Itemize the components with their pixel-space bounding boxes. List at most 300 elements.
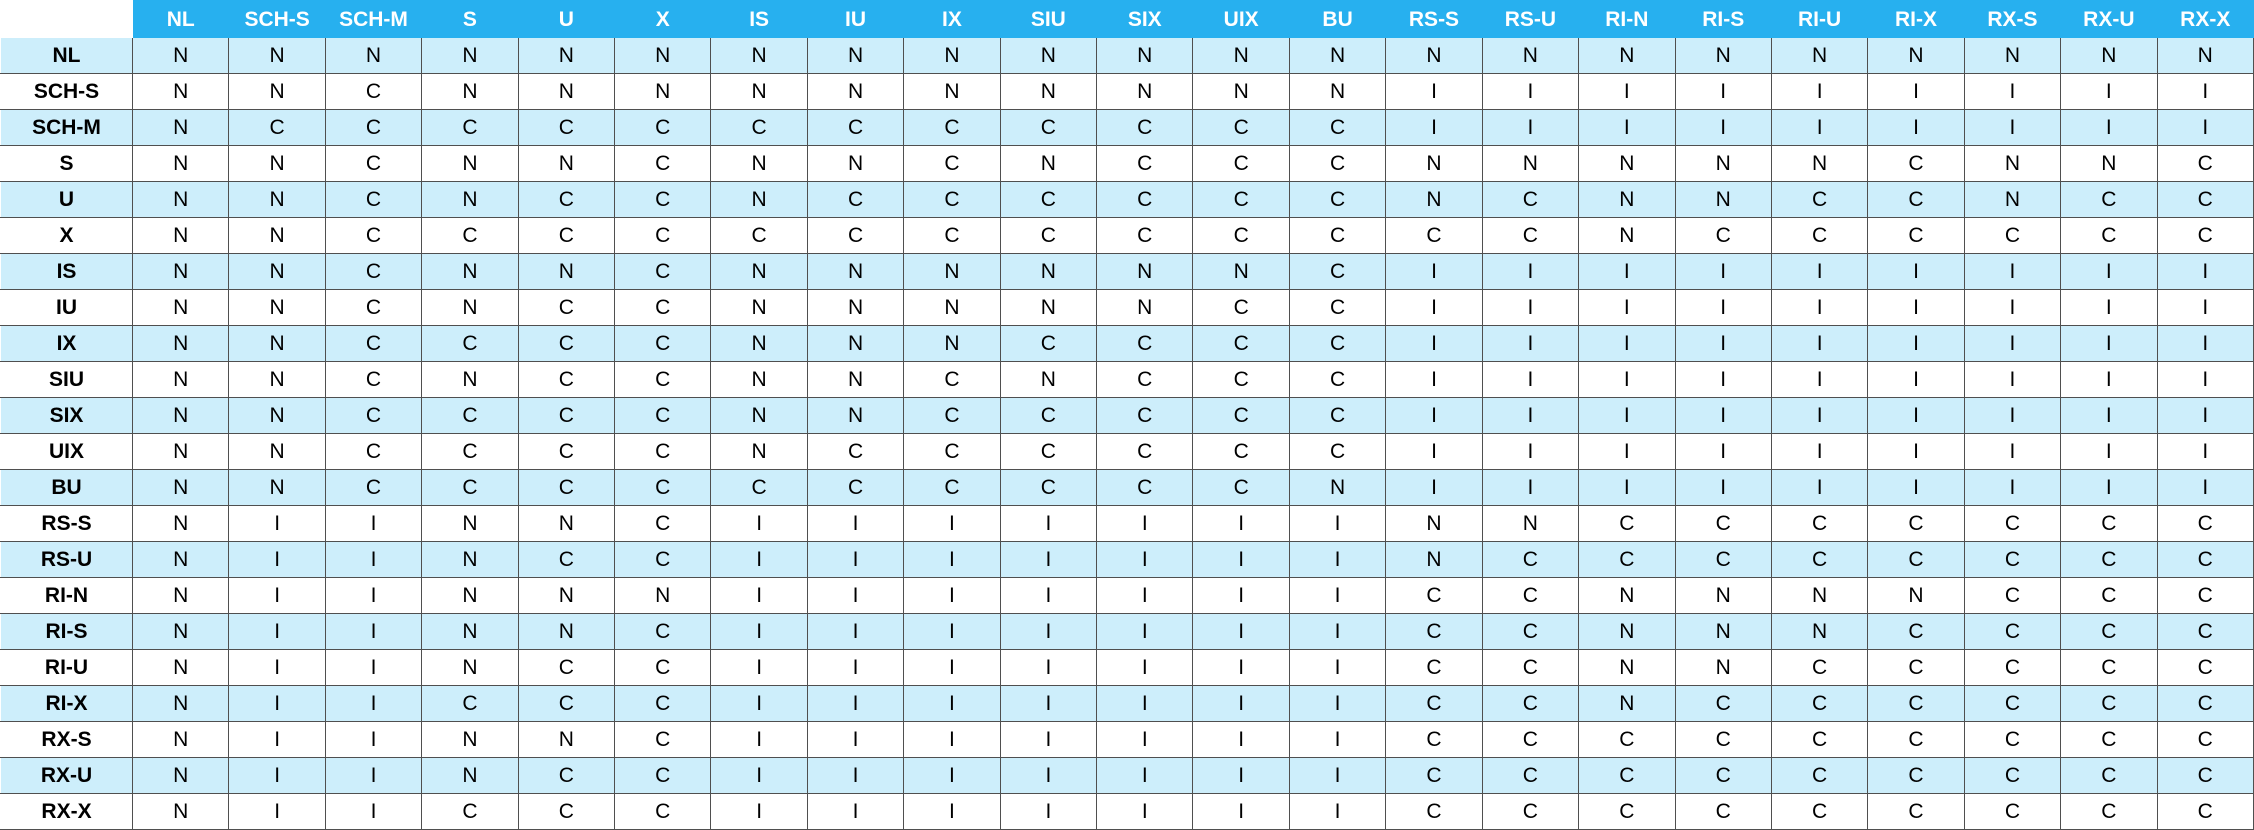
matrix-cell: N: [1675, 38, 1771, 74]
matrix-cell: I: [2061, 434, 2157, 470]
matrix-cell: I: [711, 722, 807, 758]
matrix-cell: N: [229, 38, 325, 74]
matrix-cell: C: [1193, 398, 1289, 434]
matrix-cell: C: [1000, 434, 1096, 470]
matrix-cell: N: [1675, 650, 1771, 686]
matrix-cell: I: [807, 506, 903, 542]
matrix-cell: C: [615, 542, 711, 578]
matrix-cell: I: [904, 686, 1000, 722]
matrix-cell: I: [229, 506, 325, 542]
matrix-cell: C: [1675, 542, 1771, 578]
matrix-cell: C: [615, 794, 711, 830]
matrix-cell: I: [1482, 470, 1578, 506]
matrix-cell: C: [1482, 542, 1578, 578]
matrix-cell: C: [518, 758, 614, 794]
row-header: IS: [1, 254, 133, 290]
matrix-cell: C: [1675, 758, 1771, 794]
matrix-cell: C: [2061, 182, 2157, 218]
matrix-cell: I: [325, 794, 421, 830]
matrix-cell: I: [1868, 290, 1964, 326]
matrix-cell: N: [1964, 182, 2060, 218]
matrix-cell: I: [1868, 74, 1964, 110]
matrix-cell: N: [1579, 614, 1675, 650]
matrix-cell: C: [1579, 542, 1675, 578]
matrix-cell: I: [1579, 254, 1675, 290]
matrix-cell: I: [2061, 326, 2157, 362]
matrix-cell: C: [1386, 794, 1482, 830]
table-row: [1, 146, 2254, 182]
matrix-cell: I: [325, 506, 421, 542]
matrix-cell: C: [422, 326, 518, 362]
matrix-cell: N: [1771, 578, 1867, 614]
matrix-cell: C: [2061, 542, 2157, 578]
matrix-cell: N: [2061, 38, 2157, 74]
matrix-cell: N: [422, 74, 518, 110]
row-header: RI-S: [1, 614, 133, 650]
matrix-cell: I: [1771, 362, 1867, 398]
matrix-cell: N: [133, 686, 229, 722]
matrix-cell: N: [1964, 146, 2060, 182]
matrix-cell: I: [711, 614, 807, 650]
matrix-cell: N: [904, 254, 1000, 290]
row-header: RI-N: [1, 578, 133, 614]
matrix-cell: I: [229, 542, 325, 578]
matrix-cell: I: [1675, 362, 1771, 398]
matrix-cell: I: [1289, 614, 1385, 650]
matrix-cell: C: [1868, 146, 1964, 182]
matrix-cell: I: [1097, 686, 1193, 722]
matrix-cell: C: [518, 182, 614, 218]
matrix-cell: N: [1097, 74, 1193, 110]
matrix-cell: C: [615, 182, 711, 218]
matrix-cell: C: [1964, 578, 2060, 614]
matrix-cell: I: [325, 650, 421, 686]
matrix-cell: I: [2157, 398, 2253, 434]
matrix-cell: N: [1482, 38, 1578, 74]
matrix-cell: C: [1386, 218, 1482, 254]
matrix-cell: N: [1579, 218, 1675, 254]
matrix-cell: N: [1579, 182, 1675, 218]
matrix-cell: N: [711, 182, 807, 218]
matrix-cell: I: [1675, 398, 1771, 434]
matrix-cell: N: [711, 290, 807, 326]
matrix-cell: I: [1000, 758, 1096, 794]
matrix-cell: I: [1097, 758, 1193, 794]
matrix-cell: I: [1964, 326, 2060, 362]
matrix-cell: I: [1964, 434, 2060, 470]
matrix-body: [1, 38, 2254, 830]
matrix-cell: N: [1868, 578, 1964, 614]
table-row: [1, 686, 2254, 722]
matrix-cell: N: [133, 614, 229, 650]
matrix-cell: C: [1289, 434, 1385, 470]
matrix-cell: C: [904, 218, 1000, 254]
matrix-cell: N: [518, 506, 614, 542]
matrix-cell: C: [1579, 722, 1675, 758]
matrix-cell: N: [422, 758, 518, 794]
matrix-cell: C: [325, 74, 421, 110]
matrix-cell: C: [422, 218, 518, 254]
matrix-cell: I: [1386, 326, 1482, 362]
column-header: RS-U: [1482, 1, 1578, 38]
matrix-cell: I: [1579, 362, 1675, 398]
matrix-cell: C: [1386, 614, 1482, 650]
matrix-cell: C: [807, 182, 903, 218]
column-header: RI-S: [1675, 1, 1771, 38]
matrix-cell: C: [1771, 722, 1867, 758]
matrix-cell: C: [2157, 614, 2253, 650]
matrix-cell: C: [518, 542, 614, 578]
matrix-cell: C: [1964, 758, 2060, 794]
matrix-cell: C: [1482, 722, 1578, 758]
matrix-cell: C: [325, 146, 421, 182]
column-header: RX-X: [2157, 1, 2253, 38]
matrix-cell: C: [422, 110, 518, 146]
matrix-cell: C: [1193, 326, 1289, 362]
matrix-cell: C: [1386, 758, 1482, 794]
matrix-cell: N: [904, 74, 1000, 110]
matrix-cell: I: [229, 578, 325, 614]
row-header: RX-X: [1, 794, 133, 830]
matrix-cell: N: [1771, 146, 1867, 182]
matrix-cell: C: [904, 470, 1000, 506]
matrix-cell: C: [2061, 578, 2157, 614]
matrix-cell: I: [1386, 254, 1482, 290]
matrix-cell: C: [1771, 794, 1867, 830]
matrix-cell: C: [2157, 650, 2253, 686]
matrix-cell: C: [615, 614, 711, 650]
matrix-cell: N: [1771, 614, 1867, 650]
matrix-cell: I: [1386, 362, 1482, 398]
matrix-cell: I: [807, 722, 903, 758]
matrix-cell: C: [1675, 686, 1771, 722]
matrix-cell: C: [615, 758, 711, 794]
matrix-cell: N: [133, 506, 229, 542]
matrix-cell: C: [1386, 578, 1482, 614]
matrix-cell: I: [1482, 254, 1578, 290]
table-row: [1, 542, 2254, 578]
matrix-cell: I: [1771, 398, 1867, 434]
matrix-cell: C: [1000, 218, 1096, 254]
matrix-cell: N: [229, 326, 325, 362]
matrix-cell: C: [422, 434, 518, 470]
row-header: X: [1, 218, 133, 254]
matrix-cell: I: [711, 542, 807, 578]
matrix-cell: N: [1000, 290, 1096, 326]
matrix-cell: N: [1482, 506, 1578, 542]
matrix-cell: N: [133, 758, 229, 794]
matrix-cell: N: [422, 362, 518, 398]
matrix-cell: I: [1386, 434, 1482, 470]
matrix-cell: I: [1964, 74, 2060, 110]
matrix-cell: C: [615, 110, 711, 146]
matrix-cell: N: [1386, 506, 1482, 542]
matrix-cell: I: [1193, 506, 1289, 542]
column-header: SIU: [1000, 1, 1096, 38]
matrix-cell: C: [2061, 506, 2157, 542]
table-row: [1, 290, 2254, 326]
matrix-cell: C: [1964, 650, 2060, 686]
matrix-cell: C: [2157, 182, 2253, 218]
matrix-cell: C: [1675, 506, 1771, 542]
matrix-cell: C: [1771, 686, 1867, 722]
matrix-cell: I: [2061, 398, 2157, 434]
matrix-cell: C: [2157, 218, 2253, 254]
matrix-cell: C: [807, 110, 903, 146]
matrix-cell: C: [615, 362, 711, 398]
matrix-cell: N: [1771, 38, 1867, 74]
matrix-cell: I: [1675, 470, 1771, 506]
matrix-cell: N: [133, 794, 229, 830]
matrix-cell: N: [1097, 254, 1193, 290]
matrix-cell: C: [2157, 542, 2253, 578]
matrix-cell: I: [2157, 362, 2253, 398]
matrix-cell: I: [1868, 434, 1964, 470]
matrix-cell: N: [615, 74, 711, 110]
matrix-cell: C: [1868, 614, 1964, 650]
column-header: RS-S: [1386, 1, 1482, 38]
matrix-cell: C: [422, 794, 518, 830]
matrix-cell: N: [1579, 578, 1675, 614]
matrix-cell: C: [1482, 578, 1578, 614]
matrix-cell: N: [133, 578, 229, 614]
matrix-cell: N: [133, 146, 229, 182]
matrix-cell: C: [1097, 470, 1193, 506]
table-row: [1, 650, 2254, 686]
matrix-cell: C: [1097, 434, 1193, 470]
table-row: [1, 38, 2254, 74]
matrix-cell: I: [1579, 326, 1675, 362]
matrix-cell: N: [807, 254, 903, 290]
matrix-cell: I: [1964, 254, 2060, 290]
matrix-cell: N: [229, 362, 325, 398]
matrix-cell: I: [1386, 290, 1482, 326]
matrix-cell: C: [1193, 182, 1289, 218]
matrix-cell: N: [422, 254, 518, 290]
matrix-cell: C: [1868, 794, 1964, 830]
row-header: UIX: [1, 434, 133, 470]
row-header: SIX: [1, 398, 133, 434]
matrix-cell: I: [325, 614, 421, 650]
matrix-cell: N: [2157, 38, 2253, 74]
matrix-cell: N: [807, 290, 903, 326]
table-row: [1, 398, 2254, 434]
matrix-cell: N: [1000, 254, 1096, 290]
matrix-cell: C: [1097, 110, 1193, 146]
column-header: RI-X: [1868, 1, 1964, 38]
column-header: S: [422, 1, 518, 38]
matrix-cell: N: [325, 38, 421, 74]
matrix-cell: I: [1868, 326, 1964, 362]
matrix-cell: I: [1193, 542, 1289, 578]
matrix-cell: I: [904, 794, 1000, 830]
table-row: [1, 254, 2254, 290]
matrix-cell: N: [133, 74, 229, 110]
matrix-cell: I: [1964, 362, 2060, 398]
matrix-cell: C: [615, 146, 711, 182]
matrix-cell: N: [1579, 38, 1675, 74]
matrix-cell: C: [1289, 218, 1385, 254]
matrix-cell: C: [1771, 542, 1867, 578]
matrix-cell: N: [1000, 146, 1096, 182]
matrix-cell: C: [518, 794, 614, 830]
matrix-cell: N: [229, 146, 325, 182]
column-header: BU: [1289, 1, 1385, 38]
matrix-cell: N: [518, 74, 614, 110]
matrix-cell: C: [1289, 326, 1385, 362]
matrix-cell: C: [518, 290, 614, 326]
matrix-cell: C: [904, 398, 1000, 434]
matrix-cell: N: [711, 398, 807, 434]
matrix-cell: I: [1482, 398, 1578, 434]
matrix-cell: I: [1097, 578, 1193, 614]
matrix-cell: I: [1097, 614, 1193, 650]
matrix-cell: I: [2061, 74, 2157, 110]
matrix-cell: C: [518, 650, 614, 686]
matrix-cell: I: [1193, 614, 1289, 650]
matrix-cell: I: [807, 758, 903, 794]
matrix-cell: I: [1964, 398, 2060, 434]
matrix-cell: N: [1675, 182, 1771, 218]
matrix-cell: C: [615, 650, 711, 686]
matrix-cell: C: [711, 110, 807, 146]
matrix-cell: I: [1000, 506, 1096, 542]
matrix-cell: N: [1868, 38, 1964, 74]
row-header: RX-S: [1, 722, 133, 758]
matrix-cell: C: [1771, 758, 1867, 794]
matrix-cell: C: [1193, 218, 1289, 254]
matrix-cell: I: [711, 650, 807, 686]
matrix-cell: I: [807, 650, 903, 686]
matrix-cell: C: [229, 110, 325, 146]
matrix-cell: I: [1579, 470, 1675, 506]
matrix-cell: N: [1000, 74, 1096, 110]
table-row: [1, 578, 2254, 614]
matrix-cell: I: [325, 758, 421, 794]
matrix-cell: N: [422, 722, 518, 758]
matrix-cell: I: [904, 722, 1000, 758]
matrix-cell: C: [518, 398, 614, 434]
table-row: [1, 722, 2254, 758]
matrix-cell: I: [1193, 578, 1289, 614]
matrix-cell: N: [518, 578, 614, 614]
table-row: [1, 794, 2254, 830]
matrix-cell: C: [1964, 722, 2060, 758]
matrix-cell: N: [807, 74, 903, 110]
column-header: IS: [711, 1, 807, 38]
matrix-cell: C: [615, 434, 711, 470]
matrix-cell: I: [229, 758, 325, 794]
matrix-cell: I: [2061, 254, 2157, 290]
matrix-cell: I: [807, 794, 903, 830]
matrix-cell: C: [1482, 758, 1578, 794]
matrix-cell: N: [229, 290, 325, 326]
matrix-cell: I: [1482, 74, 1578, 110]
matrix-cell: C: [325, 326, 421, 362]
matrix-cell: C: [1386, 650, 1482, 686]
matrix-cell: C: [1289, 146, 1385, 182]
matrix-cell: C: [1868, 542, 1964, 578]
matrix-cell: I: [1193, 722, 1289, 758]
matrix-cell: I: [2061, 110, 2157, 146]
matrix-cell: N: [1289, 74, 1385, 110]
matrix-cell: C: [2061, 686, 2157, 722]
matrix-cell: C: [1289, 398, 1385, 434]
matrix-cell: C: [2157, 794, 2253, 830]
matrix-cell: C: [1771, 506, 1867, 542]
matrix-cell: C: [1964, 614, 2060, 650]
matrix-cell: I: [229, 650, 325, 686]
matrix-cell: C: [1868, 722, 1964, 758]
matrix-cell: I: [2157, 74, 2253, 110]
matrix-cell: N: [229, 434, 325, 470]
matrix-cell: I: [1675, 74, 1771, 110]
matrix-cell: N: [1193, 38, 1289, 74]
matrix-cell: N: [422, 290, 518, 326]
matrix-cell: I: [1289, 542, 1385, 578]
matrix-cell: N: [518, 146, 614, 182]
row-header: SCH-M: [1, 110, 133, 146]
matrix-cell: N: [1097, 38, 1193, 74]
column-header: U: [518, 1, 614, 38]
matrix-cell: N: [422, 506, 518, 542]
matrix-cell: I: [1289, 578, 1385, 614]
matrix-cell: I: [1482, 362, 1578, 398]
matrix-cell: N: [133, 470, 229, 506]
matrix-cell: I: [1771, 290, 1867, 326]
matrix-cell: I: [2157, 470, 2253, 506]
column-header: SIX: [1097, 1, 1193, 38]
matrix-cell: C: [1964, 506, 2060, 542]
matrix-cell: C: [518, 326, 614, 362]
column-header: IU: [807, 1, 903, 38]
matrix-cell: C: [1289, 362, 1385, 398]
matrix-cell: C: [711, 218, 807, 254]
matrix-cell: I: [1771, 326, 1867, 362]
matrix-header: [1, 1, 2254, 38]
matrix-cell: N: [615, 38, 711, 74]
matrix-cell: N: [229, 74, 325, 110]
matrix-cell: C: [518, 470, 614, 506]
column-header: RX-S: [1964, 1, 2060, 38]
matrix-cell: N: [229, 254, 325, 290]
matrix-cell: C: [325, 218, 421, 254]
matrix-cell: I: [1193, 650, 1289, 686]
matrix-cell: N: [711, 362, 807, 398]
matrix-cell: I: [1000, 650, 1096, 686]
matrix-cell: C: [615, 506, 711, 542]
matrix-cell: N: [518, 614, 614, 650]
matrix-cell: I: [1675, 326, 1771, 362]
matrix-cell: N: [229, 398, 325, 434]
matrix-cell: I: [2061, 470, 2157, 506]
matrix-cell: C: [1675, 722, 1771, 758]
matrix-cell: N: [133, 218, 229, 254]
matrix-cell: C: [2061, 218, 2157, 254]
matrix-cell: I: [229, 686, 325, 722]
matrix-cell: N: [422, 542, 518, 578]
matrix-cell: C: [1097, 362, 1193, 398]
matrix-cell: C: [807, 470, 903, 506]
matrix-cell: N: [133, 182, 229, 218]
matrix-cell: C: [2061, 722, 2157, 758]
matrix-cell: N: [133, 650, 229, 686]
matrix-cell: N: [518, 722, 614, 758]
matrix-cell: I: [1868, 470, 1964, 506]
matrix-cell: I: [1868, 110, 1964, 146]
column-header: UIX: [1193, 1, 1289, 38]
matrix-cell: I: [1000, 686, 1096, 722]
